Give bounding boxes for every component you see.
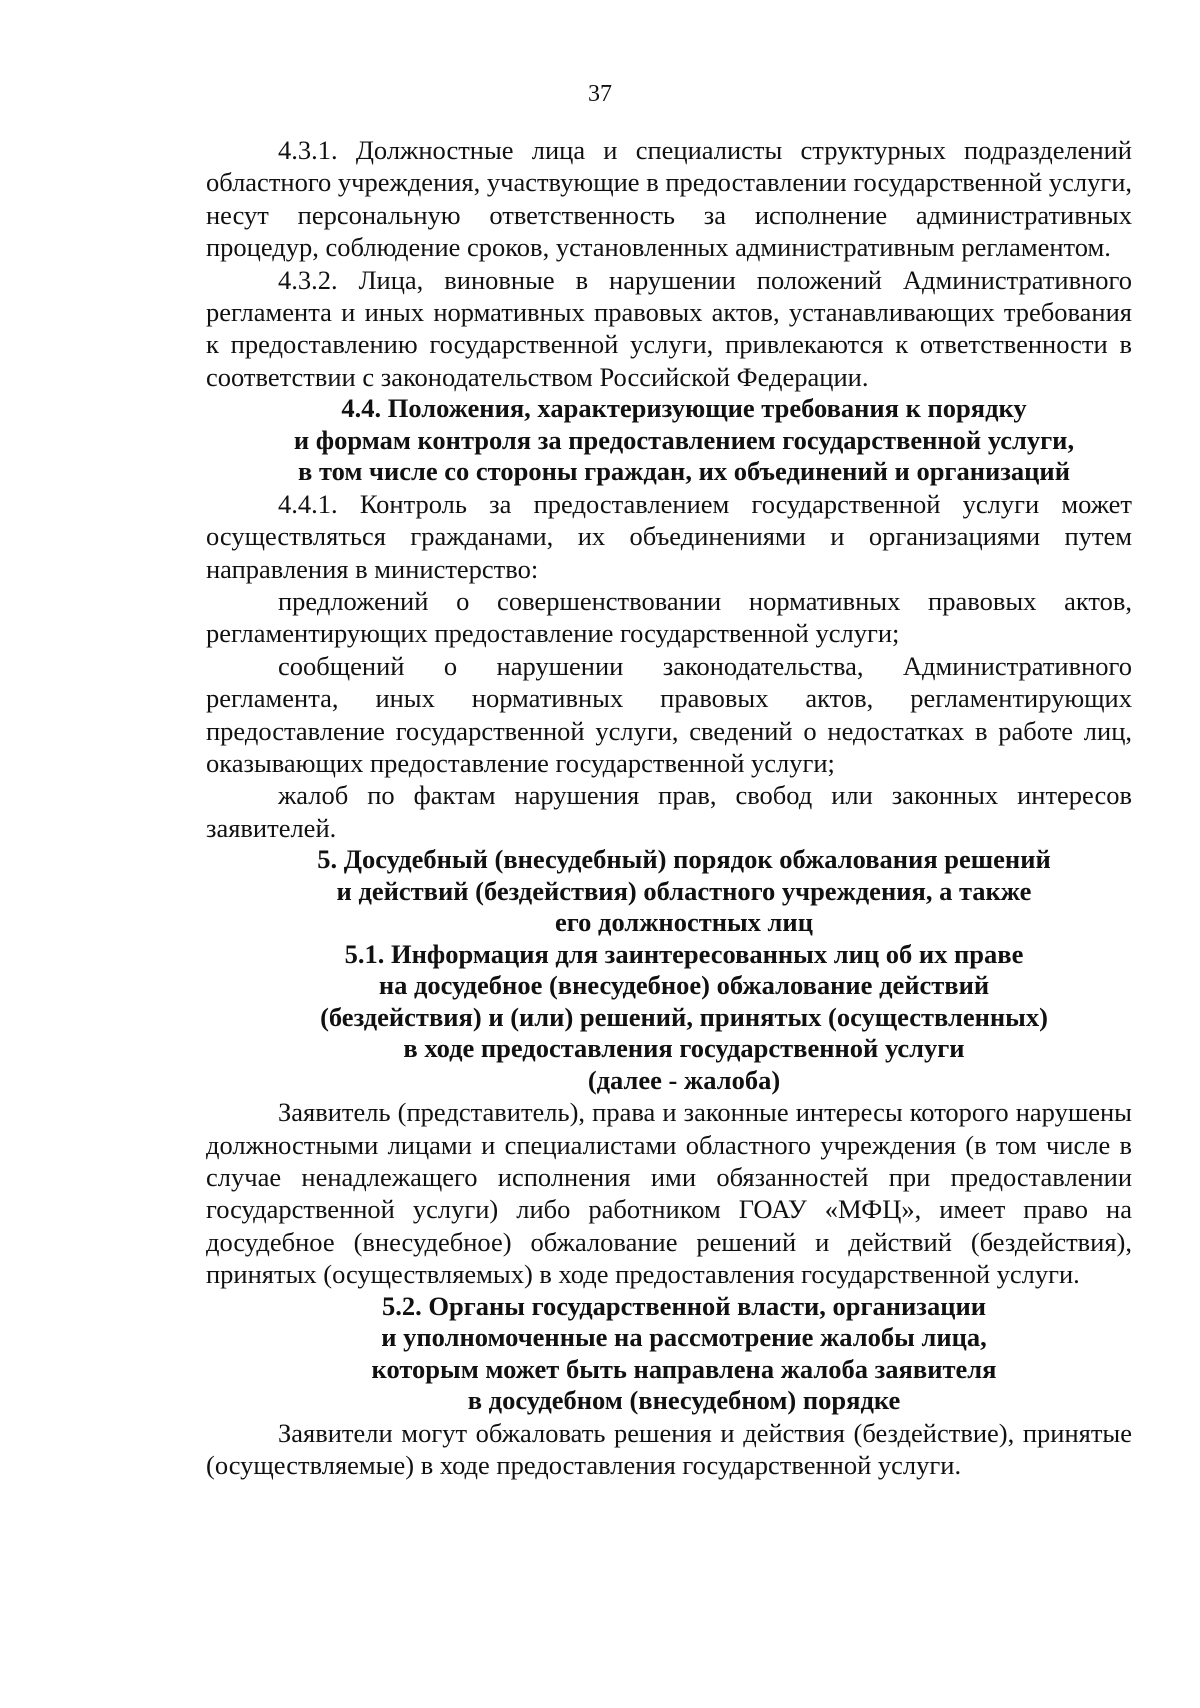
heading-line: в том числе со стороны граждан, их объединений и организаций	[298, 456, 1070, 487]
heading-line: (бездействия) и (или) решений, принятых (осуществленных)	[320, 1001, 1048, 1032]
heading-line: и уполномоченные на рассмотрение жалобы лица,	[381, 1322, 987, 1353]
list-item-complaints: жалоб по фактам нарушения прав, свобод или законных интересов заявителей.	[206, 780, 1132, 843]
heading-line: 5. Досудебный (внесудебный) порядок обжалования решений	[317, 844, 1051, 875]
heading-line: и действий (бездействия) областного учреждения, а также	[336, 875, 1032, 906]
heading-line: в ходе предоставления государственной услуги	[403, 1033, 965, 1064]
paragraph-4-4-1: 4.4.1. Контроль за предоставлением государственной услуги может осуществляться гражданами, их объединениями и организациями путем направления в министерство:	[206, 488, 1132, 584]
heading-line: (далее - жалоба)	[587, 1064, 781, 1095]
list-item-proposals: предложений о совершенствовании нормативных правовых актов, регламентирующих предоставление государственной услуги;	[206, 585, 1132, 649]
heading-line: которым может быть направлена жалоба заявителя	[371, 1353, 997, 1384]
paragraph-applicant-rights: Заявитель (представитель), права и законные интересы которого нарушены должностными лицами и специалистами областного учреждения (в том числе в случае ненадлежащего исполнения ими обязанностей при предоставлении государственной услуги) либо работником ГОАУ «МФЦ», имеет право на досудебное (внесудебное) обжалование решений и действий (бездействия), принятых (осуществляемых) в ходе предоставления государственной услуги.	[206, 1097, 1132, 1290]
list-item-reports: сообщений о нарушении законодательства, Административного регламента, иных нормативных правовых актов, регламентирующих предоставление государственной услуги, сведений о недостатках в работе лиц, оказывающих предоставление государственной услуги;	[206, 650, 1132, 778]
heading-5-1	[206, 939, 1132, 1097]
heading-line: его должностных лиц	[555, 907, 813, 938]
paragraph-appeal: Заявители могут обжаловать решения и действия (бездействие), принятые (осуществляемые) в ходе предоставления государственной услуги.	[206, 1417, 1132, 1481]
paragraph-4-3-1: 4.3.1. Должностные лица и специалисты структурных подразделений областного учреждения, участвующие в предоставлении государственной услуги, несут персональную ответственность за исполнение административных процедур, соблюдение сроков, установленных административным регламентом.	[206, 135, 1132, 263]
heading-line: на досудебное (внесудебное) обжалование действий	[378, 970, 990, 1001]
heading-line: в досудебном (внесудебном) порядке	[467, 1385, 901, 1416]
document-body	[206, 134, 1132, 1481]
heading-5-2	[206, 1291, 1132, 1417]
heading-line: 5.2. Органы государственной власти, организации	[381, 1290, 987, 1321]
heading-line: 4.4. Положения, характеризующие требования к порядку	[341, 393, 1027, 424]
heading-line: 5.1. Информация для заинтересованных лиц об их праве	[344, 938, 1024, 969]
paragraph-4-3-2: 4.3.2. Лица, виновные в нарушении положений Административного регламента и иных нормативных правовых актов, устанавливающих требования к предоставлению государственной услуги, привлекаются к ответственности в соответствии с законодательством Российской Федерации.	[206, 264, 1132, 392]
heading-line: и формам контроля за предоставлением государственной услуги,	[293, 424, 1075, 455]
heading-4-4	[206, 393, 1132, 488]
page-number: 37	[588, 81, 612, 107]
heading-section-5	[206, 844, 1132, 939]
